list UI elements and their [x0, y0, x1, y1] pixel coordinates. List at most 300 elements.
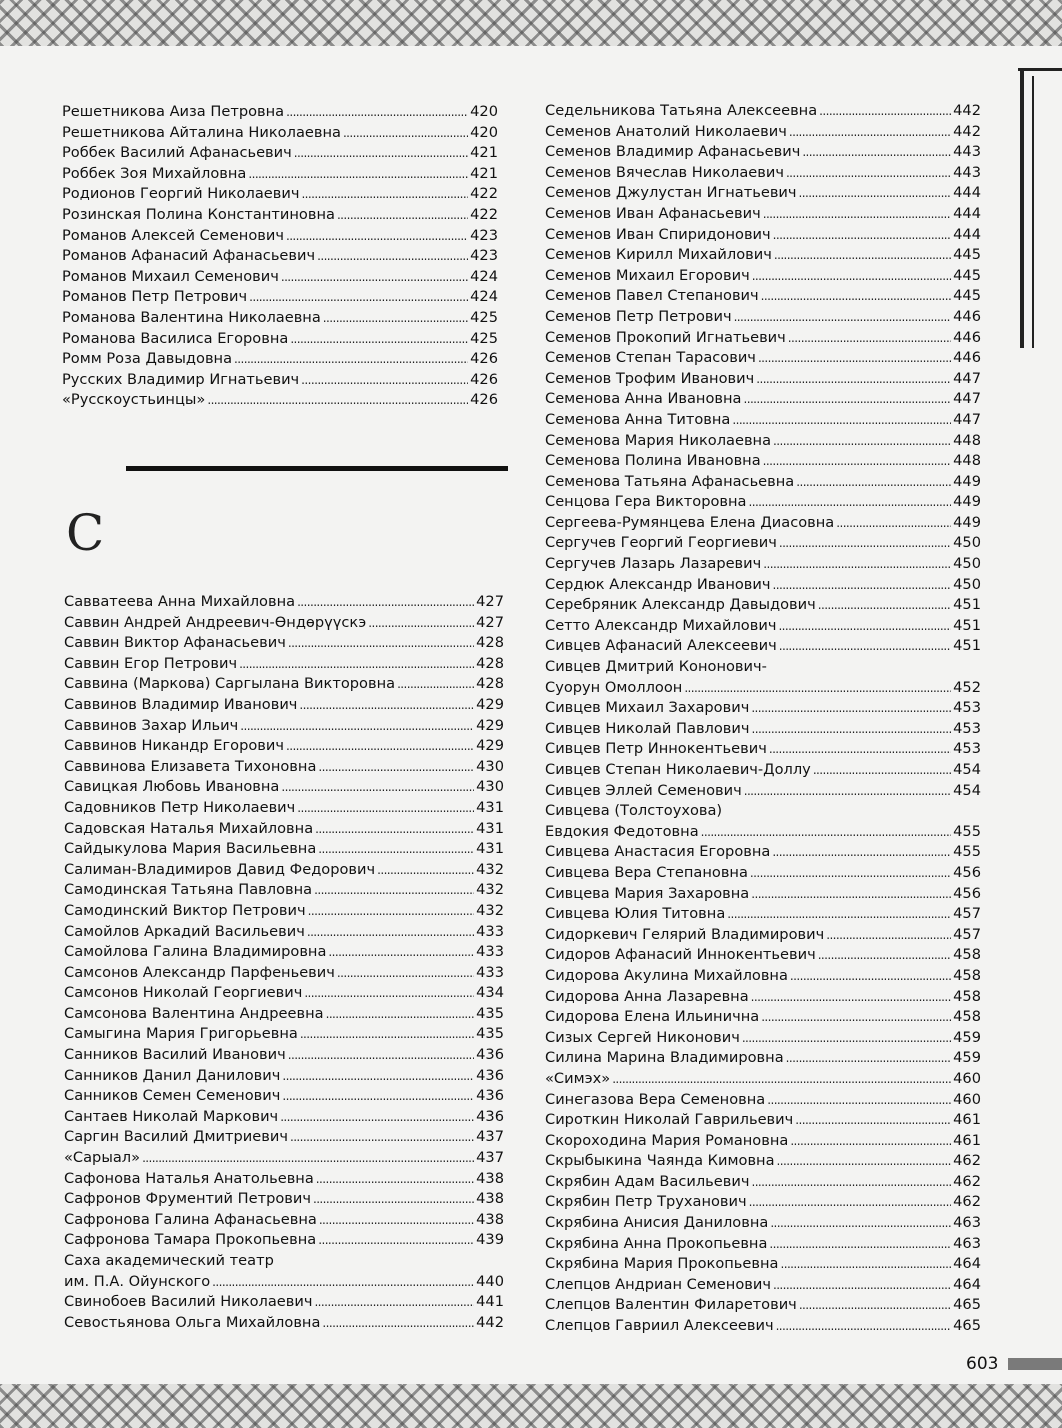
index-entry: [62, 143, 498, 164]
dot-leader: [769, 1234, 951, 1255]
entry-page-number: 449: [953, 472, 981, 490]
entry-name: Сергучев Георгий Георгиевич: [545, 534, 777, 552]
entry-page-number: 422: [470, 205, 498, 223]
index-entry: [545, 1213, 981, 1234]
dot-leader: [786, 163, 951, 184]
index-entry: [545, 431, 981, 452]
entry-name: Роббек Василий Афанасьевич: [62, 144, 292, 162]
index-entry: [545, 369, 981, 390]
entry-name: Сердюк Александр Иванович: [545, 575, 771, 593]
index-entry: [545, 925, 981, 946]
entry-name: Семенов Вячеслав Николаевич: [545, 163, 784, 181]
dot-leader: [314, 1292, 474, 1313]
index-entry: [545, 698, 981, 719]
index-entry: [62, 102, 498, 123]
entry-name: Салиман-Владимиров Давид Федорович: [64, 860, 376, 878]
entry-name: Семенов Прокопий Игнатьевич: [545, 328, 786, 346]
entry-name: Сергеева-Румянцева Елена Диасовна: [545, 513, 835, 531]
entry-page-number: 444: [953, 184, 981, 202]
index-entry: [64, 1292, 504, 1313]
entry-name: Сидорова Акулина Михайловна: [545, 966, 788, 984]
entry-name: Сидоров Афанасий Иннокентьевич: [545, 946, 816, 964]
frame-line-vertical-inner: [1032, 76, 1034, 348]
entry-page-number: 429: [476, 716, 504, 734]
top-ornament-border: [0, 0, 1062, 46]
dot-leader: [326, 1004, 475, 1025]
dot-leader: [763, 554, 951, 575]
entry-name: Саха академический театр: [64, 1252, 274, 1269]
index-entry: [545, 904, 981, 925]
index-entry: [545, 884, 981, 905]
dot-leader: [761, 286, 951, 307]
dot-leader: [779, 636, 951, 657]
entry-name: Саввин Виктор Афанасьевич: [64, 634, 286, 652]
entry-page-number: 446: [953, 307, 981, 325]
entry-page-number: 428: [476, 675, 504, 693]
dot-leader: [316, 1169, 474, 1190]
index-entry: [545, 616, 981, 637]
index-column-right: [545, 101, 981, 1337]
entry-page-number: 437: [476, 1149, 504, 1167]
index-entry: [545, 1234, 981, 1255]
index-entry: [545, 657, 981, 678]
dot-leader: [790, 1131, 951, 1152]
dot-leader: [280, 1107, 474, 1128]
entry-page-number: 458: [953, 946, 981, 964]
dot-leader: [773, 225, 951, 246]
entry-page-number: 420: [470, 103, 498, 120]
bottom-ornament-border: [0, 1384, 1062, 1428]
entry-page-number: 444: [953, 225, 981, 243]
entry-page-number: 453: [953, 699, 981, 717]
index-entry: [545, 966, 981, 987]
dot-leader: [300, 1024, 474, 1045]
dot-leader: [240, 716, 474, 737]
entry-page-number: 432: [476, 860, 504, 878]
index-entry: [64, 839, 504, 860]
entry-name: Сенцова Гера Викторовна: [545, 493, 747, 511]
index-entry: [64, 1004, 504, 1025]
index-entry: [64, 1127, 504, 1148]
dot-leader: [776, 1316, 952, 1337]
entry-name: Ромм Роза Давыдовна: [62, 350, 233, 368]
entry-name: Семенова Анна Титовна: [545, 410, 731, 428]
entry-name: Саввина (Маркова) Саргылана Викторовна: [64, 675, 396, 693]
index-entry: [545, 801, 981, 822]
dot-leader: [752, 719, 952, 740]
entry-name: Семенова Анна Ивановна: [545, 390, 742, 408]
index-entry: [64, 1230, 504, 1251]
dot-leader: [368, 613, 474, 634]
index-entry: [545, 1110, 981, 1131]
entry-page-number: 421: [470, 164, 498, 182]
entry-page-number: 431: [476, 840, 504, 858]
entry-page-number: 429: [476, 737, 504, 755]
index-entry: [64, 592, 504, 613]
entry-name: Семенова Полина Ивановна: [545, 452, 761, 470]
entry-name: Саввин Андрей Андреевич-Өндөрүүскэ: [64, 613, 367, 631]
entry-page-number: 462: [953, 1193, 981, 1211]
entry-page-number: 426: [470, 391, 498, 409]
dot-leader: [297, 592, 474, 613]
dot-leader: [397, 674, 474, 695]
index-entry: [545, 678, 981, 699]
index-entry: [64, 901, 504, 922]
entry-name: Самодинский Виктор Петрович: [64, 901, 306, 919]
index-entry: [545, 781, 981, 802]
entry-name: Романова Василиса Егоровна: [62, 329, 289, 347]
dot-leader: [239, 654, 474, 675]
entry-name: им. П.А. Ойунского: [64, 1272, 211, 1290]
entry-page-number: 433: [476, 943, 504, 961]
dot-leader: [308, 901, 475, 922]
index-entry: [545, 636, 981, 657]
entry-name: Самсонов Николай Георгиевич: [64, 984, 303, 1002]
index-entry: [545, 1275, 981, 1296]
entry-page-number: 448: [953, 431, 981, 449]
dot-leader: [770, 1213, 951, 1234]
entry-page-number: 423: [470, 247, 498, 265]
dot-leader: [744, 781, 951, 802]
entry-name: «Русскоустьинцы»: [62, 391, 206, 409]
entry-name: Севостьянова Ольга Михайловна: [64, 1313, 321, 1331]
index-entry: [545, 492, 981, 513]
entry-name: Семенов Павел Степанович: [545, 287, 759, 305]
index-entry: [545, 1090, 981, 1111]
index-entry: [545, 760, 981, 781]
index-entry: [62, 123, 498, 144]
dot-leader: [314, 880, 474, 901]
index-entry: [545, 987, 981, 1008]
dot-leader: [780, 1254, 951, 1275]
index-entry: [545, 1048, 981, 1069]
dot-leader: [796, 472, 951, 493]
dot-leader: [612, 1069, 951, 1090]
index-entry: [64, 798, 504, 819]
index-entry: [545, 122, 981, 143]
entry-page-number: 450: [953, 575, 981, 593]
dot-leader: [343, 123, 468, 144]
entry-name: Савватеева Анна Михайловна: [64, 593, 296, 610]
dot-leader: [756, 369, 951, 390]
index-entry: [62, 267, 498, 288]
entry-name: Семенова Татьяна Афанасьевна: [545, 472, 795, 490]
entry-page-number: 442: [476, 1313, 504, 1331]
index-entry: [64, 1251, 504, 1272]
index-entry: [64, 1045, 504, 1066]
index-entry: [62, 390, 498, 411]
entry-page-number: 450: [953, 534, 981, 552]
entry-page-number: 457: [953, 905, 981, 923]
entry-name: Сивцева Мария Захаровна: [545, 884, 750, 902]
entry-page-number: 461: [953, 1131, 981, 1149]
dot-leader: [752, 266, 951, 287]
index-entry: [545, 1192, 981, 1213]
entry-name: Решетникова Айталина Николаевна: [62, 123, 341, 141]
entry-page-number: 455: [953, 843, 981, 861]
index-entry: [545, 472, 981, 493]
dot-leader: [322, 1313, 474, 1334]
entry-name: Свинобоев Василий Николаевич: [64, 1293, 313, 1311]
entry-page-number: 433: [476, 922, 504, 940]
entry-page-number: 449: [953, 513, 981, 531]
dot-leader: [286, 226, 468, 247]
index-entry: [64, 716, 504, 737]
index-entry: [64, 674, 504, 695]
entry-name: Серебряник Александр Давыдович: [545, 596, 816, 614]
entry-page-number: 449: [953, 493, 981, 511]
entry-page-number: 431: [476, 819, 504, 837]
entry-page-number: 454: [953, 761, 981, 778]
entry-name: Саввинова Елизавета Тихоновна: [64, 757, 317, 775]
entry-name: Скрыбыкина Чаянда Кимовна: [545, 1152, 775, 1170]
entry-name: Самсонова Валентина Андреевна: [64, 1004, 324, 1022]
dot-leader: [774, 245, 951, 266]
index-entry: [545, 1131, 981, 1152]
entry-name: Романов Афанасий Афанасьевич: [62, 247, 316, 265]
entry-name: Романова Валентина Николаевна: [62, 308, 321, 326]
entry-name: Саввинов Владимир Иванович: [64, 695, 298, 713]
dot-leader: [727, 904, 951, 925]
entry-name: Садовская Наталья Михайловна: [64, 819, 314, 837]
entry-page-number: 463: [953, 1234, 981, 1252]
entry-name: Самойлов Аркадий Васильевич: [64, 922, 305, 940]
dot-leader: [307, 922, 474, 943]
entry-name: Саргин Василий Дмитриевич: [64, 1128, 288, 1146]
index-entry: [545, 245, 981, 266]
entry-name: Сивцева Юлия Титовна: [545, 905, 726, 923]
dot-leader: [328, 942, 474, 963]
page-number: 603: [966, 1354, 999, 1374]
index-entry: [545, 554, 981, 575]
entry-name: Решетникова Аиза Петровна: [62, 103, 285, 120]
dot-leader: [761, 1007, 951, 1028]
entry-name: Сайдыкулова Мария Васильевна: [64, 840, 317, 858]
index-entry: [545, 1316, 981, 1337]
dot-leader: [763, 204, 951, 225]
entry-page-number: 423: [470, 226, 498, 244]
entry-name: Санников Василий Иванович: [64, 1046, 286, 1064]
index-entry: [62, 205, 498, 226]
index-entry: [64, 777, 504, 798]
entry-page-number: 464: [953, 1275, 981, 1293]
index-entry: [545, 533, 981, 554]
entry-name: Сивцев Степан Николаевич-Доллу: [545, 761, 811, 778]
entry-page-number: 462: [953, 1172, 981, 1190]
entry-page-number: 428: [476, 634, 504, 652]
entry-page-number: 427: [476, 593, 504, 610]
index-entry: [545, 822, 981, 843]
index-entry: [64, 1313, 504, 1334]
entry-page-number: 456: [953, 884, 981, 902]
entry-page-number: 456: [953, 863, 981, 881]
entry-page-number: 443: [953, 163, 981, 181]
dot-leader: [750, 863, 951, 884]
index-entry: [545, 142, 981, 163]
dot-leader: [282, 1086, 474, 1107]
entry-name: Сидорова Елена Ильинична: [545, 1008, 760, 1026]
entry-page-number: 460: [953, 1069, 981, 1087]
dot-leader: [318, 1230, 474, 1251]
index-entry: [545, 1028, 981, 1049]
index-entry: [545, 1151, 981, 1172]
entry-name: Скрябин Петр Труханович: [545, 1193, 747, 1211]
frame-line-vertical-outer: [1020, 68, 1024, 348]
entry-name: Саввинов Захар Ильич: [64, 716, 239, 734]
entry-page-number: 429: [476, 695, 504, 713]
entry-page-number: 424: [470, 267, 498, 285]
index-entry: [545, 328, 981, 349]
entry-name: Сидоркевич Гелярий Владимирович: [545, 925, 825, 943]
dot-leader: [234, 349, 468, 370]
index-entry: [64, 983, 504, 1004]
dot-leader: [772, 842, 951, 863]
index-entry: [545, 575, 981, 596]
entry-page-number: 464: [953, 1255, 981, 1273]
index-entry: [545, 1172, 981, 1193]
entry-name: Романов Петр Петрович: [62, 288, 248, 306]
entry-page-number: 458: [953, 966, 981, 984]
dot-leader: [732, 410, 951, 431]
entry-page-number: 446: [953, 349, 981, 367]
entry-name: Садовников Петр Николаевич: [64, 798, 296, 816]
dot-leader: [288, 1045, 474, 1066]
entry-page-number: 432: [476, 901, 504, 919]
entry-name: Семенов Иван Афанасьевич: [545, 204, 761, 222]
entry-page-number: 440: [476, 1272, 504, 1290]
index-entry: [62, 329, 498, 350]
entry-name: Романов Алексей Семенович: [62, 226, 284, 244]
entry-page-number: 431: [476, 798, 504, 816]
entry-name: Родионов Георгий Николаевич: [62, 185, 300, 203]
entry-name: Слепцов Валентин Филаретович: [545, 1296, 797, 1314]
dot-leader: [763, 451, 951, 472]
entry-name: Санников Семен Семенович: [64, 1087, 281, 1105]
dot-leader: [337, 205, 468, 226]
entry-name: Семенов Джулустан Игнатьевич: [545, 184, 797, 202]
index-entry: [62, 370, 498, 391]
dot-leader: [249, 287, 468, 308]
dot-leader: [684, 678, 951, 699]
entry-name: Слепцов Гавриил Алексеевич: [545, 1317, 774, 1335]
dot-leader: [818, 595, 951, 616]
index-entry: [545, 307, 981, 328]
dot-leader: [319, 1210, 474, 1231]
dot-leader: [758, 348, 951, 369]
dot-leader: [802, 142, 951, 163]
entry-page-number: 445: [953, 287, 981, 305]
entry-name: Сетто Александр Михайлович: [545, 616, 777, 634]
dot-leader: [337, 963, 474, 984]
dot-leader: [734, 307, 952, 328]
entry-page-number: 453: [953, 719, 981, 737]
index-entry: [545, 389, 981, 410]
entry-page-number: 447: [953, 369, 981, 387]
index-entry: [62, 308, 498, 329]
dot-leader: [799, 1295, 951, 1316]
index-entry: [64, 736, 504, 757]
entry-name: Семенов Трофим Иванович: [545, 369, 755, 387]
index-entry: [545, 1295, 981, 1316]
entry-page-number: 460: [953, 1090, 981, 1108]
entry-page-number: 442: [953, 122, 981, 140]
entry-page-number: 446: [953, 328, 981, 346]
dot-leader: [819, 101, 951, 122]
dot-leader: [301, 370, 468, 391]
index-entry: [62, 246, 498, 267]
index-entry: [545, 163, 981, 184]
entry-page-number: 435: [476, 1004, 504, 1022]
index-entry: [62, 349, 498, 370]
index-entry: [64, 942, 504, 963]
index-entry: [64, 1210, 504, 1231]
dot-leader: [286, 102, 468, 123]
entry-page-number: 426: [470, 370, 498, 388]
entry-name: «Симэх»: [545, 1069, 611, 1087]
index-entry: [64, 1086, 504, 1107]
entry-page-number: 458: [953, 987, 981, 1005]
entry-name: Семенов Петр Петрович: [545, 307, 732, 325]
entry-name: Семенов Анатолий Николаевич: [545, 122, 787, 140]
entry-page-number: 453: [953, 740, 981, 758]
dot-leader: [317, 246, 468, 267]
entry-page-number: 420: [470, 123, 498, 141]
entry-page-number: 425: [470, 308, 498, 326]
entry-page-number: 425: [470, 329, 498, 347]
dot-leader: [288, 633, 474, 654]
entry-name: Сивцева Вера Степановна: [545, 863, 748, 881]
entry-page-number: 432: [476, 881, 504, 899]
dot-leader: [286, 736, 474, 757]
entry-page-number: 438: [476, 1169, 504, 1187]
entry-page-number: 438: [476, 1210, 504, 1228]
entry-page-number: 430: [476, 757, 504, 775]
entry-page-number: 451: [953, 637, 981, 655]
entry-page-number: 434: [476, 984, 504, 1002]
index-entry: [545, 183, 981, 204]
entry-page-number: 422: [470, 185, 498, 203]
dot-leader: [281, 777, 474, 798]
entry-name: Самыгина Мария Григорьевна: [64, 1025, 298, 1043]
entry-page-number: 458: [953, 1008, 981, 1026]
dot-leader: [778, 616, 951, 637]
index-entry: [545, 266, 981, 287]
entry-name: Суорун Омоллоон: [545, 678, 683, 696]
dot-leader: [836, 513, 951, 534]
dot-leader: [290, 1127, 474, 1148]
dot-leader: [773, 431, 951, 452]
entry-page-number: 451: [953, 596, 981, 614]
index-entry: [545, 842, 981, 863]
entry-name: Санников Данил Данилович: [64, 1066, 281, 1084]
dot-leader: [297, 798, 474, 819]
dot-leader: [701, 822, 952, 843]
entry-name: Евдокия Федотовна: [545, 822, 699, 840]
entry-name: Сафронова Галина Афанасьевна: [64, 1210, 317, 1228]
index-entry: [64, 1169, 504, 1190]
frame-line-horizontal: [1018, 68, 1062, 71]
entry-page-number: 451: [953, 616, 981, 634]
entry-name: Савицкая Любовь Ивановна: [64, 778, 280, 796]
dot-leader: [315, 819, 474, 840]
entry-page-number: 436: [476, 1107, 504, 1125]
index-entry: [545, 945, 981, 966]
entry-page-number: 421: [470, 144, 498, 162]
index-entry: [545, 348, 981, 369]
index-entry: [64, 1107, 504, 1128]
index-entry: [64, 1024, 504, 1045]
entry-page-number: 455: [953, 822, 981, 840]
